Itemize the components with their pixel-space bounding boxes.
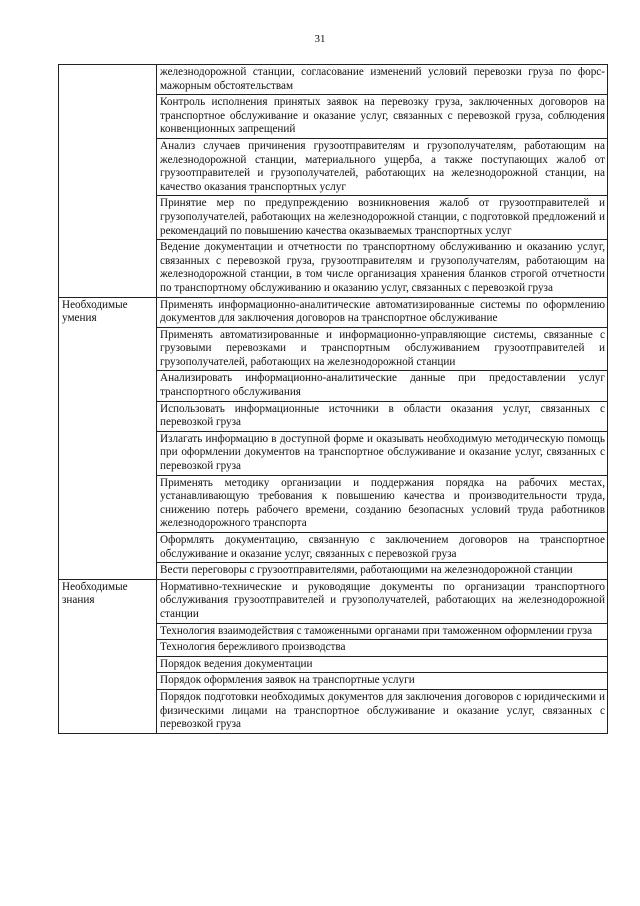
table-row — [59, 65, 608, 95]
section-label: Необходимые умения — [59, 297, 157, 579]
item-text: Применять информационно-аналитические автоматизированные системы по оформлению документов для заключения договоров на транспортное обслуживание — [157, 297, 608, 327]
page-number: 31 — [314, 33, 326, 45]
item-text: Излагать информацию в доступной форме и оказывать необходимую методическую помощь при оформлении документов на транспортное обслуживание и оказание услуг, связанных с перевозкой груза — [157, 431, 608, 475]
item-text: железнодорожной станции, согласование изменений условий перевозки груза по форс-мажорным обстоятельствам — [157, 65, 608, 95]
item-text: Ведение документации и отчетности по транспортному обслуживанию и оказанию услуг, связанных с перевозкой груза, грузоотправителям и грузополучателям, работающим на железнодорожной станции, в том числе организация хранения бланков строгой отчетности по транспортному обслуживанию и оказанию услуг, связанных с перевозкой груза — [157, 240, 608, 297]
item-text: Оформлять документацию, связанную с заключением договоров на транспортное обслуживание и оказание услуг, связанных с перевозкой груза — [157, 533, 608, 563]
item-text: Нормативно-технические и руководящие документы по организации транспортного обслуживания грузоотправителей и грузополучателей, работающих на железнодорожной станции — [157, 579, 608, 623]
table-row — [59, 579, 608, 623]
section-label — [59, 65, 157, 298]
item-text: Применять методику организации и поддержания порядка на рабочих местах, устанавливающую требования к повышению качества и производительности труда, снижению потерь рабочего времени, созданию безопасных условий труда работников железнодорожного транспорта — [157, 475, 608, 532]
item-text: Вести переговоры с грузоотправителями, работающими на железнодорожной станции — [157, 563, 608, 580]
competency-table — [58, 64, 608, 734]
item-text: Применять автоматизированные и информационно-управляющие системы, связанные с грузовыми перевозками и транспортным обслуживанием грузоотправителей и грузополучателей, работающих на железнодорожной станции — [157, 327, 608, 371]
item-text: Технология бережливого производства — [157, 640, 608, 657]
item-text: Принятие мер по предупреждению возникновения жалоб от грузоотправителей и грузополучателей, работающих на железнодорожной станции, с подготовкой предложений и рекомендаций по повышению качества оказываемых транспортных услуг — [157, 196, 608, 240]
item-text: Порядок подготовки необходимых документов для заключения договоров с юридическими и физическими лицами на транспортное обслуживание и оказание услуг, связанных с перевозкой груза — [157, 689, 608, 733]
item-text: Технология взаимодействия с таможенными органами при таможенном оформлении груза — [157, 623, 608, 640]
section-label: Необходимые знания — [59, 579, 157, 733]
table-row — [59, 297, 608, 327]
item-text: Использовать информационные источники в области оказания услуг, связанных с перевозкой груза — [157, 401, 608, 431]
item-text: Контроль исполнения принятых заявок на перевозку груза, заключенных договоров на транспортное обслуживание и оказание услуг, связанных с перевозкой груза, соблюдения конвенционных запрещений — [157, 95, 608, 139]
item-text: Анализировать информационно-аналитические данные при предоставлении услуг транспортного обслуживания — [157, 371, 608, 401]
item-text: Порядок оформления заявок на транспортные услуги — [157, 673, 608, 690]
item-text: Порядок ведения документации — [157, 656, 608, 673]
item-text: Анализ случаев причинения грузоотправителям и грузополучателям, работающим на железнодорожной станции, материального ущерба, а также поступающих жалоб от грузоотправителей и грузополучателей, работающих на железнодорожной станции, на качество оказания транспортных услуг — [157, 138, 608, 195]
